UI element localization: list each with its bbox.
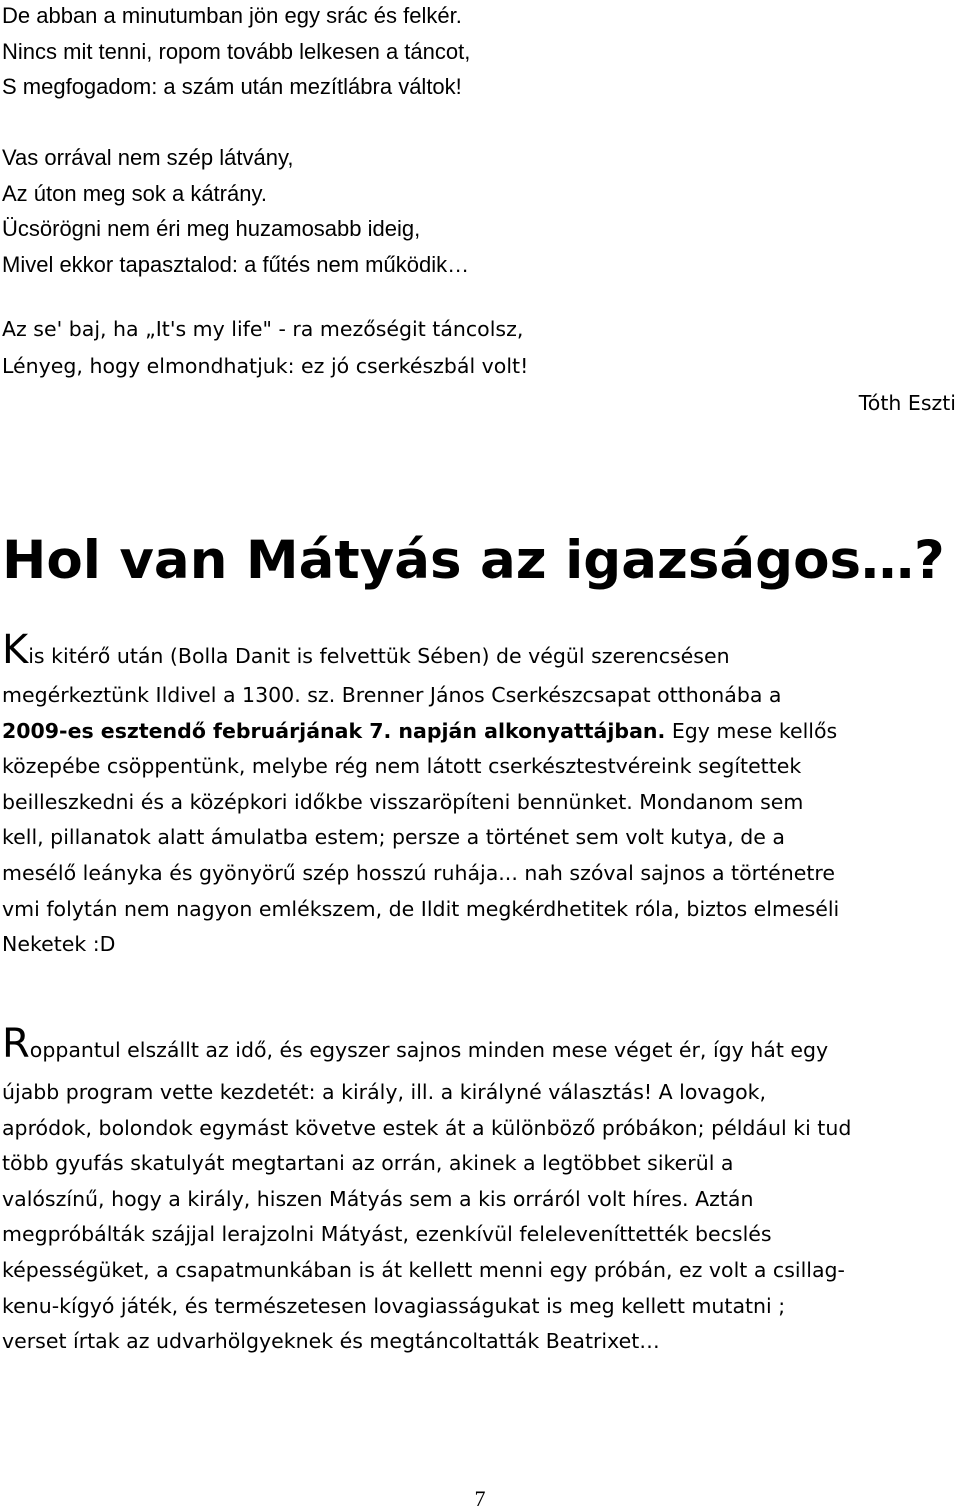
- paragraph-line: beilleszkedni és a középkori időkbe visszaröpíteni bennünket. Mondanom sem: [2, 789, 804, 814]
- drop-cap: R: [2, 1021, 30, 1067]
- poem-line: Az úton meg sok a kátrány.: [2, 180, 267, 206]
- paragraph-line: apródok, bolondok egymást követve estek át a különböző próbákon; például ki tud: [2, 1115, 852, 1140]
- poem-line: S megfogadom: a szám után mezítlábra váltok!: [2, 74, 462, 99]
- paragraph-line: valószínű, hogy a király, hiszen Mátyás sem a kis orráról volt híres. Aztán: [2, 1186, 754, 1211]
- poem-line: Ücsörögni nem éri meg huzamosabb ideig,: [2, 216, 421, 241]
- drop-cap: K: [2, 627, 29, 673]
- paragraph-line: megérkeztünk Ildivel a 1300. sz. Brenner János Cserkészcsapat otthonába a: [2, 683, 782, 707]
- poem-line: Vas orrával nem szép látvány,: [2, 145, 294, 170]
- paragraph-line: mesélő leányka és gyönyörű szép hosszú ruhája... nah szóval sajnos a történetre: [2, 860, 835, 885]
- poem-author-signature: Tóth Eszti: [858, 391, 956, 415]
- paragraph-line: kell, pillanatok alatt ámulatba estem; persze a történet sem volt kutya, de a: [2, 825, 785, 850]
- paragraph-line: több gyufás skatulyát megtartani az orrán, akinek a legtöbbet sikerül a: [2, 1151, 734, 1176]
- paragraph-line: verset írtak az udvarhölgyeknek és megtáncoltatták Beatrixet…: [2, 1329, 660, 1354]
- page-number: 7: [474, 1486, 486, 1511]
- poem-line: Az se' baj, ha „It's my life" - ra mezőségit táncolsz,: [2, 317, 524, 341]
- paragraph-line: Kis kitérő után (Bolla Danit is felvettük Sében) de végül szerencsésen: [2, 627, 730, 673]
- paragraph-line: Neketek :D: [2, 932, 116, 957]
- paragraph-line: közepébe csöppentünk, melybe rég nem látott cserkésztestvéreink segítettek: [2, 754, 802, 779]
- poem-stanza-2: [2, 317, 528, 391]
- paragraph-line: vmi folytán nem nagyon emlékszem, de Ildit megkérdhetitek róla, biztos elmeséli: [2, 896, 840, 921]
- poem-line: Nincs mit tenni, ropom tovább lelkesen a táncot,: [2, 38, 471, 64]
- paragraph-line: 2009-es esztendő februárjának 7. napján alkonyattájban. Egy mese kellős: [2, 718, 838, 743]
- date-bold-text: 2009-es esztendő februárjának 7. napján alkonyattájban.: [2, 718, 666, 743]
- paragraph-line: újabb program vette kezdetét: a király, ill. a királyné választás! A lovagok,: [2, 1080, 767, 1104]
- poem-line: Lényeg, hogy elmondhatjuk: ez jó cserkészbál volt!: [2, 354, 529, 378]
- poem-line: Mivel ekkor tapasztalod: a fűtés nem működik…: [2, 251, 470, 277]
- poem-stanza-1: [2, 2, 470, 286]
- article-heading: Hol van Mátyás az igazságos…?: [2, 530, 945, 591]
- paragraph-line: kenu-kígyó játék, és természetesen lovagiasságukat is meg kellett mutatni ;: [2, 1293, 786, 1318]
- poem-line: [2, 109, 470, 145]
- paragraph-2: [2, 1021, 958, 1360]
- paragraph-1: [2, 627, 958, 963]
- paragraph-line: képességüket, a csapatmunkában is át kellett menni egy próbán, ez volt a csillag-: [2, 1257, 845, 1282]
- poem-line: De abban a minutumban jön egy srác és felkér.: [2, 3, 462, 28]
- paragraph-line: megpróbálták szájjal lerajzolni Mátyást, ezenkívül feleleveníttették becslés: [2, 1222, 772, 1247]
- paragraph-line: Roppantul elszállt az idő, és egyszer sajnos minden mese véget ér, így hát egy: [2, 1021, 829, 1067]
